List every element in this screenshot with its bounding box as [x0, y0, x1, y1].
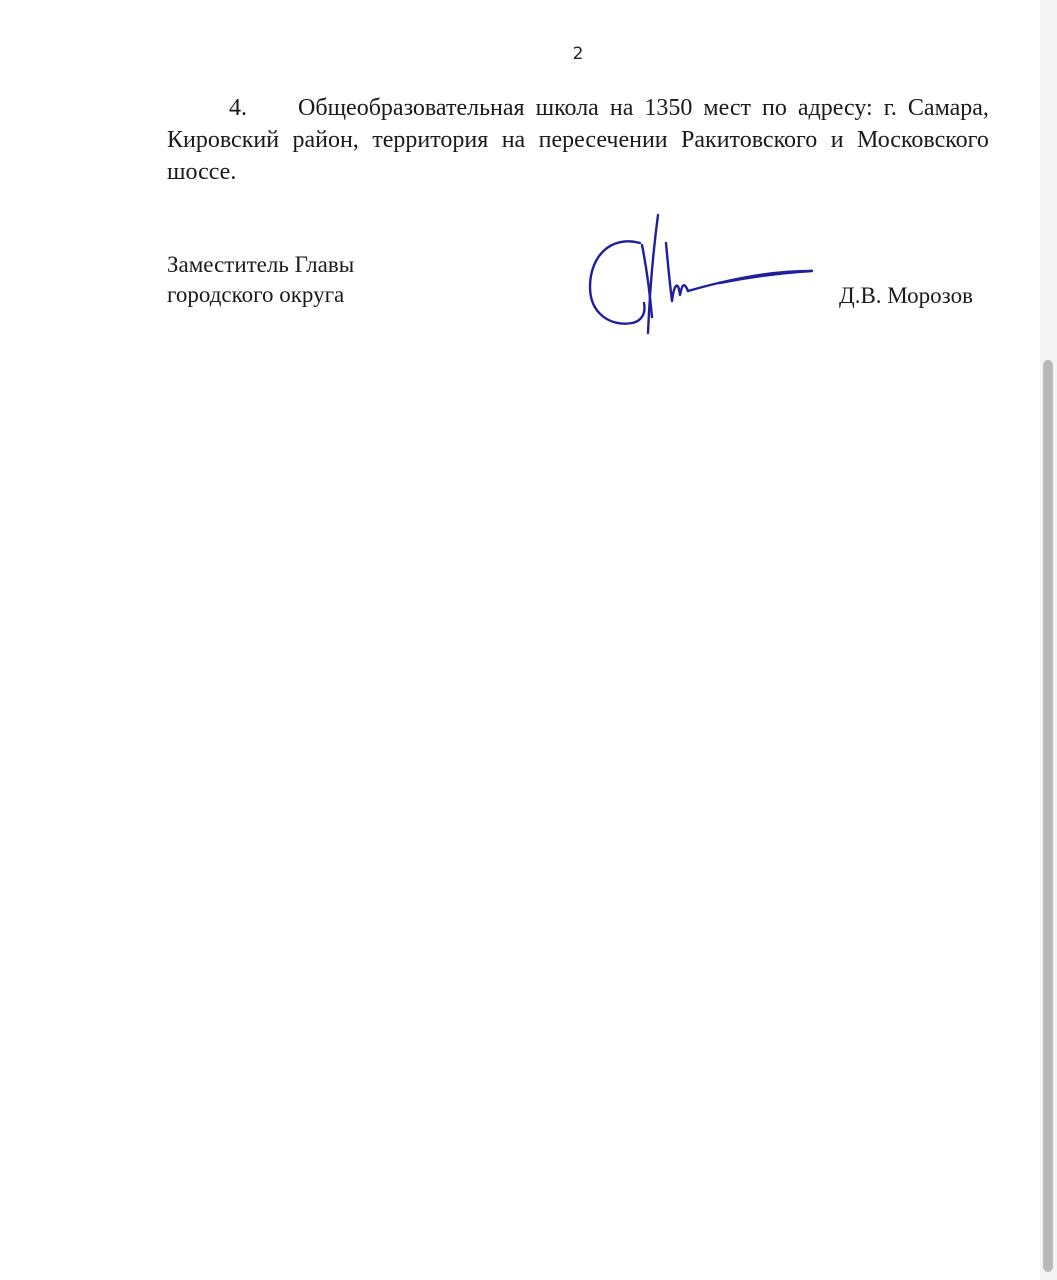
paragraph-word: по	[762, 95, 787, 121]
item-number: 4.	[229, 95, 247, 121]
paragraph-word: на	[609, 95, 634, 121]
signatory-position	[167, 250, 354, 310]
scrollbar-thumb[interactable]	[1043, 360, 1053, 1272]
paragraph-word: и	[830, 127, 844, 153]
signatory-position-line-1: Заместитель Главы	[167, 252, 355, 277]
handwritten-signature	[580, 205, 820, 340]
paragraph-word: пересечении	[538, 127, 668, 153]
paragraph-line-3	[167, 156, 989, 188]
paragraph-word: Общеобразовательная	[298, 95, 525, 121]
signatory-position-line-2: городского округа	[167, 282, 345, 307]
signatory-name: Д.В. Морозов	[839, 283, 973, 308]
list-item-paragraph	[167, 92, 989, 188]
paragraph-line-1	[167, 92, 989, 124]
paragraph-word: Самара,	[907, 95, 989, 121]
paragraph-word: Ракитовского	[681, 127, 818, 153]
paragraph-word: школа	[535, 95, 599, 121]
paragraph-word: район,	[292, 127, 359, 153]
signature-stroke-zigzag	[666, 243, 688, 301]
signature-stroke-tail	[688, 271, 812, 291]
paragraph-word: Московского	[856, 127, 989, 153]
vertical-scrollbar[interactable]	[1040, 0, 1057, 1280]
paragraph-word: территория	[372, 127, 489, 153]
signature-stroke-loop	[590, 241, 645, 323]
paragraph-word: на	[501, 127, 526, 153]
page-number: 2	[572, 44, 584, 64]
paragraph-word: адресу:	[797, 95, 873, 121]
paragraph-word: г.	[883, 95, 897, 121]
paragraph-word: шоссе.	[167, 159, 237, 185]
paragraph-line-2	[167, 124, 989, 156]
paragraph-word: Кировский	[167, 127, 280, 153]
paragraph-word: мест	[703, 95, 751, 121]
paragraph-word: 1350	[644, 95, 693, 121]
